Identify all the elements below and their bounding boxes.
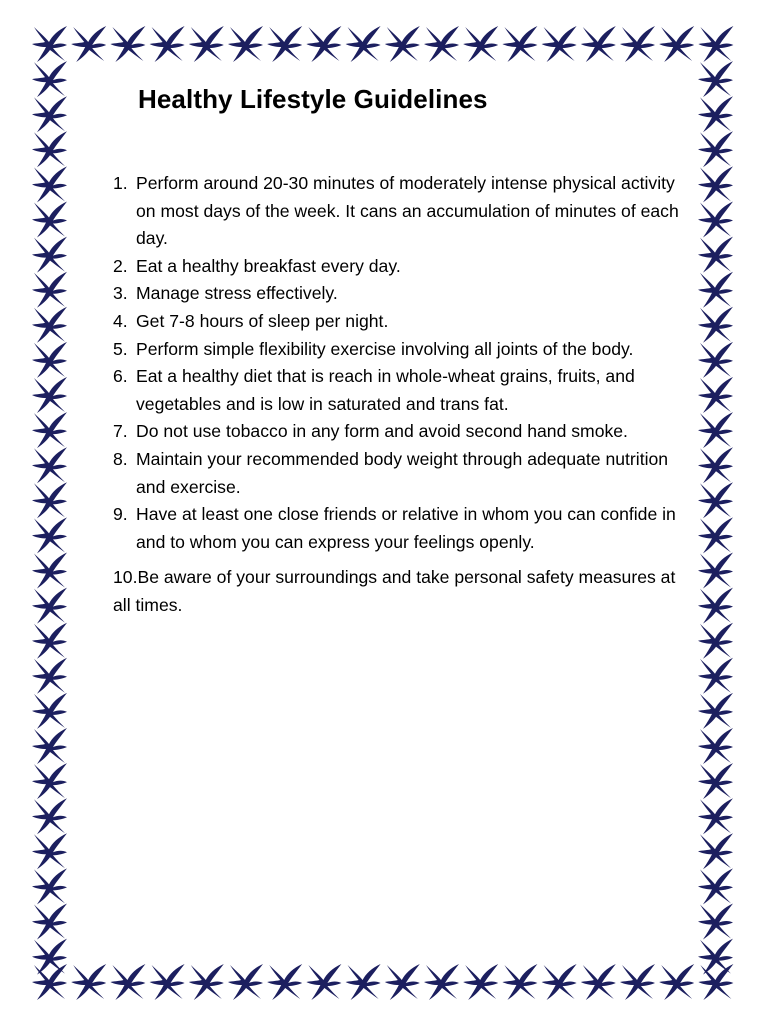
item-text: Eat a healthy breakfast every day. <box>136 255 401 276</box>
swallow-bird-icon <box>698 763 733 799</box>
swallow-bird-icon <box>698 447 733 483</box>
swallow-bird-icon <box>698 202 733 238</box>
swallow-bird-icon <box>32 868 67 904</box>
swallow-bird-icon <box>385 26 420 62</box>
swallow-bird-icon <box>698 833 733 869</box>
swallow-bird-icon <box>32 939 67 975</box>
swallow-bird-icon <box>32 61 67 97</box>
swallow-bird-icon <box>385 964 420 1000</box>
swallow-bird-icon <box>189 964 224 1000</box>
swallow-bird-icon <box>581 26 616 62</box>
swallow-bird-icon <box>32 728 67 764</box>
guidelines-list <box>113 170 683 556</box>
swallow-bird-icon <box>267 964 302 1000</box>
swallow-bird-icon <box>620 964 655 1000</box>
item-text: Get 7-8 hours of sleep per night. <box>136 310 389 331</box>
item-number: 1. <box>113 173 128 193</box>
swallow-bird-icon <box>32 377 67 413</box>
swallow-bird-icon <box>698 377 733 413</box>
swallow-bird-icon <box>32 658 67 694</box>
swallow-bird-icon <box>698 26 733 62</box>
swallow-bird-icon <box>110 26 145 62</box>
swallow-bird-icon <box>32 272 67 308</box>
item-text: Manage stress effectively. <box>136 283 338 304</box>
swallow-bird-icon <box>150 26 185 62</box>
swallow-bird-icon <box>32 833 67 869</box>
item-number: 5. <box>113 338 128 359</box>
swallow-bird-icon <box>698 964 733 1000</box>
item-text: Have at least one close friends or relative in whom you can confide in and to whom you can express your feelings openly. <box>136 504 676 552</box>
swallow-bird-icon <box>32 96 67 132</box>
item-number: 2. <box>113 255 128 276</box>
swallow-bird-icon <box>542 964 577 1000</box>
swallow-bird-icon <box>698 307 733 343</box>
list-item <box>113 253 683 281</box>
swallow-bird-icon <box>698 553 733 589</box>
swallow-bird-icon <box>698 658 733 694</box>
list-item-10: 10.Be aware of your surroundings and take personal safety measures at all times. <box>113 567 676 615</box>
swallow-bird-icon <box>32 482 67 518</box>
swallow-bird-icon <box>32 412 67 448</box>
list-item <box>113 308 683 336</box>
swallow-bird-icon <box>698 96 733 132</box>
swallow-bird-icon <box>306 26 341 62</box>
swallow-bird-icon <box>110 964 145 1000</box>
swallow-bird-icon <box>32 553 67 589</box>
swallow-bird-icon <box>228 964 263 1000</box>
swallow-bird-icon <box>698 693 733 729</box>
item-number: 6. <box>113 366 128 387</box>
swallow-bird-icon <box>32 623 67 659</box>
swallow-bird-icon <box>581 964 616 1000</box>
item-text: Maintain your recommended body weight through adequate nutrition and exercise. <box>136 448 669 497</box>
swallow-bird-icon <box>698 166 733 202</box>
item-number: 3. <box>113 283 128 304</box>
swallow-bird-icon <box>698 237 733 273</box>
list-item <box>113 363 683 418</box>
list-item <box>113 280 683 308</box>
swallow-bird-icon <box>267 26 302 62</box>
swallow-bird-icon <box>502 964 537 1000</box>
swallow-bird-icon <box>659 964 694 1000</box>
swallow-bird-icon <box>32 342 67 378</box>
swallow-bird-icon <box>32 763 67 799</box>
swallow-bird-icon <box>150 964 185 1000</box>
list-item <box>113 418 683 446</box>
list-item <box>113 446 683 501</box>
page-title: Healthy Lifestyle Guidelines <box>138 84 488 114</box>
swallow-bird-icon <box>620 26 655 62</box>
item-number: 4. <box>113 310 128 331</box>
swallow-bird-icon <box>463 964 498 1000</box>
swallow-bird-icon <box>32 693 67 729</box>
swallow-bird-icon <box>698 131 733 167</box>
swallow-bird-icon <box>32 237 67 273</box>
swallow-bird-icon <box>71 26 106 62</box>
swallow-bird-icon <box>698 904 733 940</box>
item-number: 7. <box>113 421 128 442</box>
swallow-bird-icon <box>346 964 381 1000</box>
swallow-bird-icon <box>698 939 733 975</box>
swallow-bird-icon <box>71 964 106 1000</box>
swallow-bird-icon <box>698 588 733 624</box>
swallow-bird-icon <box>698 728 733 764</box>
swallow-bird-icon <box>502 26 537 62</box>
content-area <box>113 80 683 637</box>
swallow-bird-icon <box>424 964 459 1000</box>
swallow-bird-icon <box>189 26 224 62</box>
swallow-bird-icon <box>424 26 459 62</box>
item-text: Perform simple flexibility exercise involving all joints of the body. <box>136 338 634 359</box>
swallow-bird-icon <box>659 26 694 62</box>
list-item <box>113 336 683 364</box>
swallow-bird-icon <box>306 964 341 1000</box>
swallow-bird-icon <box>698 517 733 553</box>
item-text: Eat a healthy diet that is reach in whole-wheat grains, fruits, and vegetables and is low in saturated and trans fat. <box>136 366 635 414</box>
swallow-bird-icon <box>698 623 733 659</box>
swallow-bird-icon <box>228 26 263 62</box>
item-text: Perform around 20-30 minutes of moderately intense physical activity on most days of the week. It cans an accumulation of minutes of each day. <box>136 173 679 249</box>
list-item <box>113 170 683 253</box>
swallow-bird-icon <box>698 272 733 308</box>
list-item <box>113 501 683 556</box>
swallow-bird-icon <box>32 131 67 167</box>
swallow-bird-icon <box>698 412 733 448</box>
swallow-bird-icon <box>698 61 733 97</box>
swallow-bird-icon <box>698 482 733 518</box>
swallow-bird-icon <box>698 342 733 378</box>
swallow-bird-icon <box>32 307 67 343</box>
swallow-bird-icon <box>32 964 67 1000</box>
swallow-bird-icon <box>463 26 498 62</box>
swallow-bird-icon <box>32 798 67 834</box>
swallow-bird-icon <box>32 447 67 483</box>
swallow-bird-icon <box>32 588 67 624</box>
swallow-bird-icon <box>698 798 733 834</box>
swallow-bird-icon <box>32 202 67 238</box>
swallow-bird-icon <box>32 904 67 940</box>
swallow-bird-icon <box>698 868 733 904</box>
item-number: 9. <box>113 504 128 525</box>
swallow-bird-icon <box>32 26 67 62</box>
item-number: 8. <box>113 448 128 469</box>
swallow-bird-icon <box>32 517 67 553</box>
swallow-bird-icon <box>346 26 381 62</box>
swallow-bird-icon <box>32 166 67 202</box>
swallow-bird-icon <box>542 26 577 62</box>
item-text: Do not use tobacco in any form and avoid second hand smoke. <box>136 421 628 442</box>
